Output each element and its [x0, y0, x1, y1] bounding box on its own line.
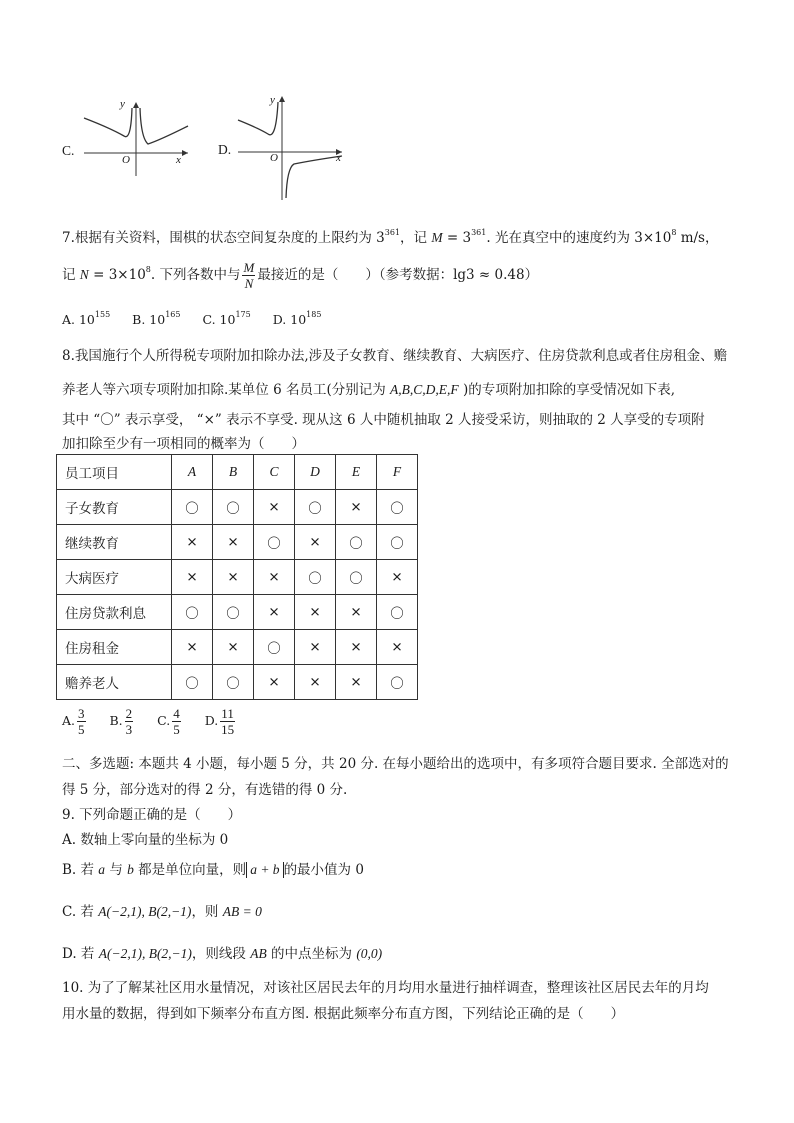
table-cell: ×: [172, 630, 213, 665]
q8-option-c: C. $\frac{4}{5}$: [157, 706, 180, 737]
graph-d-svg: [234, 94, 346, 204]
q7-options: [62, 310, 339, 327]
q8-line-2: 养老人等六项专项附加扣除.某单位 6 名员工(分别记为 A,B,C,D,E,F )的专项附加扣除的享受情况如下表,: [62, 382, 676, 398]
q7-line-1: 7.根据有关资料，围棋的状态空间复杂度的上限约为 $3^{361}$，记 $M = 3^{361}$. 光在真空中的速度约为 $3\times 10^8$ m/s，: [62, 228, 719, 246]
table-cell: 〇: [377, 665, 418, 700]
table-col-header: E: [336, 455, 377, 490]
q7-line-2: 记 $N = 3\times 10^8$. 下列各数中与 $\frac{M}{N}$ 最接近的是（ ）（参考数据：lg3 ≈ 0.48）: [62, 260, 539, 291]
curve-right: [286, 156, 342, 198]
graph-c-svg: [80, 98, 192, 178]
graph-option-d: [218, 94, 348, 204]
table-row-header: 继续教育: [57, 525, 172, 560]
curve-left: [238, 102, 278, 135]
q7-option-d: D. $10^{185}$: [272, 310, 322, 327]
y-arrow: [279, 96, 285, 102]
table-cell: 〇: [377, 595, 418, 630]
section2-line-1: 二、多选题: 本题共 4 小题，每小题 5 分，共 20 分. 在每小题给出的选项中，有多项符合题目要求. 全部选对的: [62, 756, 729, 772]
table-cell: 〇: [295, 560, 336, 595]
table-cell: ×: [295, 595, 336, 630]
curve-left: [84, 108, 132, 137]
table-cell: 〇: [377, 525, 418, 560]
table-col-header: A: [172, 455, 213, 490]
y-axis-label: y: [120, 98, 125, 110]
y-axis-label: y: [270, 94, 275, 106]
table-cell: 〇: [336, 525, 377, 560]
graph-label: D.: [218, 142, 232, 157]
q8-line-4: 加扣除至少有一项相同的概率为（ ）: [62, 436, 305, 452]
table-cell: 〇: [172, 665, 213, 700]
origin-label: O: [270, 152, 278, 164]
table-col-header: B: [213, 455, 254, 490]
table-row-header: 子女教育: [57, 490, 172, 525]
q8-option-b: B. $\frac{2}{3}$: [109, 706, 133, 737]
table-row-header: 住房贷款利息: [57, 595, 172, 630]
table-cell: ×: [295, 665, 336, 700]
table-cell: ×: [213, 560, 254, 595]
table-cell: 〇: [254, 630, 295, 665]
table-cell: 〇: [172, 490, 213, 525]
table-cell: ×: [336, 490, 377, 525]
q9-option-c: C. 若 A(−2,1), B(2,−1)，则 AB = 0: [62, 904, 262, 920]
table-cell: ×: [336, 595, 377, 630]
table-col-header: D: [295, 455, 336, 490]
graph-option-c: [62, 98, 192, 178]
table-cell: 〇: [213, 665, 254, 700]
table-cell: ×: [377, 560, 418, 595]
graph-label: C.: [62, 143, 75, 158]
y-arrow: [133, 102, 139, 108]
q7-option-b: B. $10^{165}$: [132, 310, 181, 327]
table-row: [57, 490, 418, 525]
table-cell: ×: [254, 490, 295, 525]
curve-right: [140, 108, 188, 144]
table-cell: ×: [213, 525, 254, 560]
table-cell: ×: [172, 560, 213, 595]
q9-option-b: B. 若 a 与 b 都是单位向量，则 a + b 的最小值为 0: [62, 862, 364, 878]
table-cell: 〇: [213, 490, 254, 525]
table-cell: ×: [336, 630, 377, 665]
section2-line-2: 得 5 分，部分选对的得 2 分，有选错的得 0 分.: [62, 782, 348, 798]
table-col-header: F: [377, 455, 418, 490]
table-cell: ×: [377, 630, 418, 665]
table-cell: 〇: [254, 525, 295, 560]
table-cell: ×: [172, 525, 213, 560]
q10-line-2: 用水量的数据，得到如下频率分布直方图. 根据此频率分布直方图，下列结论正确的是（ ）: [62, 1006, 625, 1022]
table-header-row: [57, 455, 418, 490]
q9-stem: 9. 下列命题正确的是（ ）: [62, 807, 242, 823]
table-cell: ×: [213, 630, 254, 665]
table-col-header: C: [254, 455, 295, 490]
table-cell: 〇: [172, 595, 213, 630]
table-corner: 员工项目: [57, 455, 172, 490]
q8-options: [62, 706, 255, 737]
table-cell: ×: [254, 595, 295, 630]
origin-label: O: [122, 154, 130, 166]
table-cell: ×: [295, 630, 336, 665]
table-row-header: 住房租金: [57, 630, 172, 665]
q8-option-a: A. $\frac{3}{5}$: [62, 706, 85, 737]
table-row: [57, 560, 418, 595]
x-arrow: [182, 150, 188, 156]
table-cell: 〇: [295, 490, 336, 525]
q8-option-d: D. $\frac{11}{15}$: [204, 706, 235, 737]
q8-line-3: 其中 “〇” 表示享受， “×” 表示不享受. 现从这 6 人中随机抽取 2 人接受采访，则抽取的 2 人享受的专项附: [62, 412, 705, 428]
table-cell: 〇: [213, 595, 254, 630]
table-cell: 〇: [336, 560, 377, 595]
table-row-header: 赡养老人: [57, 665, 172, 700]
table-row: [57, 525, 418, 560]
table-cell: 〇: [377, 490, 418, 525]
deduction-table: [56, 454, 418, 700]
q10-line-1: 10. 为了了解某社区用水量情况，对该社区居民去年的月均用水量进行抽样调查，整理该社区居民去年的月均: [62, 980, 709, 996]
table-cell: ×: [254, 665, 295, 700]
q8-line-1: 8.我国施行个人所得税专项附加扣除办法,涉及子女教育、继续教育、大病医疗、住房贷款利息或者住房租金、赡: [62, 348, 728, 364]
q7-option-a: A. $10^{155}$: [62, 310, 111, 327]
table-cell: ×: [336, 665, 377, 700]
table-cell: ×: [295, 525, 336, 560]
fraction-m-over-n: $\frac{M}{N}$: [243, 260, 255, 291]
x-axis-label: x: [176, 154, 181, 166]
q7-option-c: C. $10^{175}$: [202, 310, 251, 327]
x-axis-label: x: [336, 152, 341, 164]
q9-option-a: A. 数轴上零向量的坐标为 0: [62, 832, 229, 848]
table-row-header: 大病医疗: [57, 560, 172, 595]
table-cell: ×: [254, 560, 295, 595]
table-row: [57, 665, 418, 700]
table-row: [57, 630, 418, 665]
q9-option-d: D. 若 A(−2,1), B(2,−1)，则线段 AB 的中点坐标为 (0,0): [62, 946, 383, 962]
table-row: [57, 595, 418, 630]
